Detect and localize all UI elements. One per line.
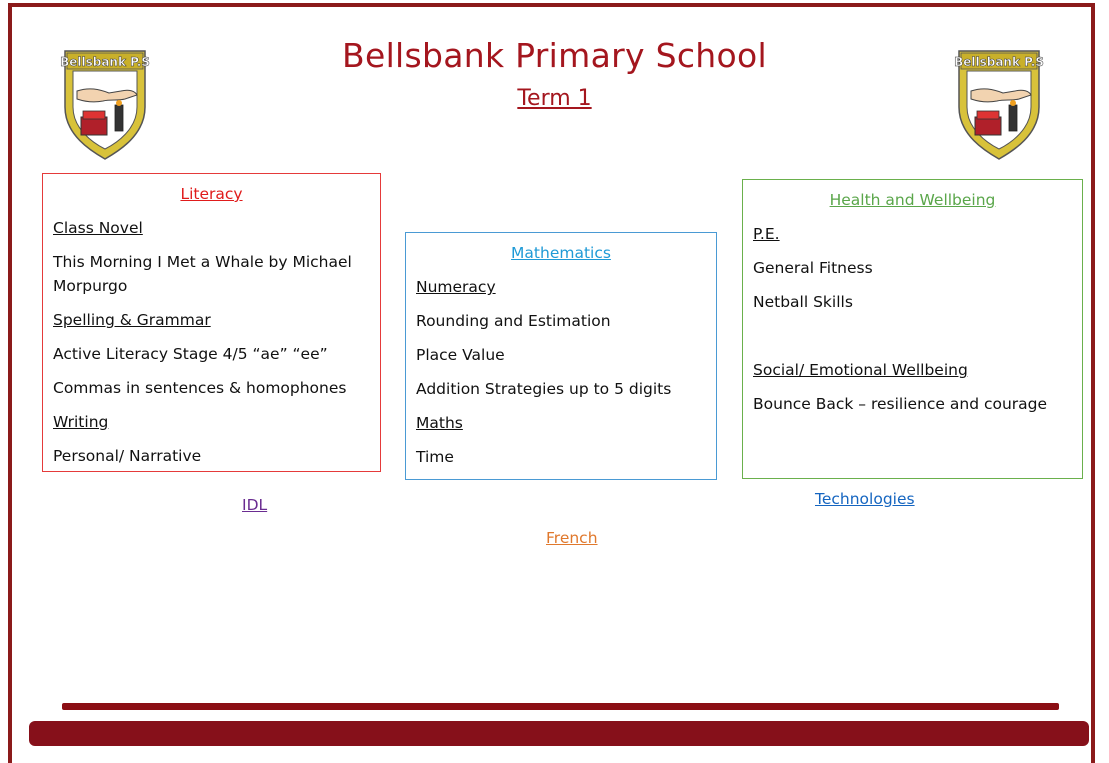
health-item: Social/ Emotional Wellbeing	[753, 361, 968, 380]
mathematics-heading: Mathematics	[511, 244, 611, 262]
health-item: Netball Skills	[753, 293, 853, 312]
health-item: General Fitness	[753, 259, 873, 278]
literacy-item: Spelling & Grammar	[53, 311, 211, 330]
spacer	[753, 324, 1072, 358]
page-title: Bellsbank Primary School	[342, 36, 767, 75]
literacy-heading: Literacy	[180, 185, 243, 203]
mathematics-box	[405, 232, 717, 480]
mathematics-item: Numeracy	[416, 278, 496, 297]
literacy-item: Writing	[53, 413, 109, 432]
svg-text:Bellsbank P.S: Bellsbank P.S	[954, 55, 1044, 69]
health-wellbeing-box	[742, 179, 1083, 479]
literacy-item: Personal/ Narrative	[53, 447, 202, 466]
footer-divider-thick	[29, 721, 1089, 746]
mathematics-item: Time	[416, 448, 454, 467]
mathematics-item: Rounding and Estimation	[416, 312, 611, 331]
french-link[interactable]: French	[546, 529, 598, 547]
mathematics-item: Maths	[416, 414, 463, 433]
literacy-item: Commas in sentences & homophones	[53, 379, 347, 398]
technologies-link[interactable]: Technologies	[815, 490, 915, 508]
footer-divider-thin	[62, 703, 1059, 710]
health-item: Bounce Back – resilience and courage	[753, 395, 1048, 414]
literacy-box	[42, 173, 381, 472]
svg-text:Bellsbank P.S: Bellsbank P.S	[60, 55, 150, 69]
literacy-item: Active Literacy Stage 4/5 “ae” “ee”	[53, 345, 328, 364]
health-item: P.E.	[753, 225, 780, 244]
term-heading: Term 1	[517, 86, 592, 111]
mathematics-item: Place Value	[416, 346, 505, 365]
mathematics-item: Addition Strategies up to 5 digits	[416, 380, 672, 399]
health-heading: Health and Wellbeing	[829, 191, 996, 209]
idl-link[interactable]: IDL	[242, 496, 268, 514]
literacy-item: Class Novel	[53, 219, 143, 238]
literacy-item: This Morning I Met a Whale by Michael Morpurgo	[53, 253, 352, 296]
